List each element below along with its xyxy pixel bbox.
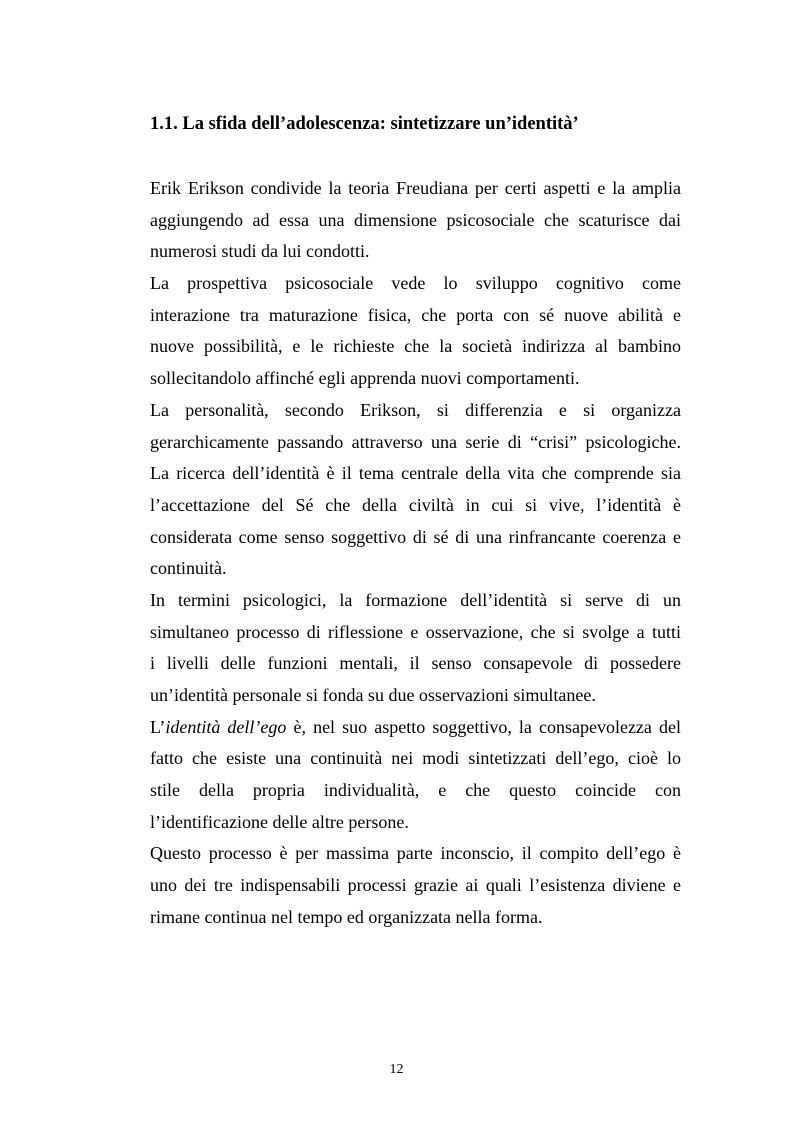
text-line: un’identità personale si fonda su due osservazioni simultanee.: [150, 685, 596, 705]
text-fragment: L’: [150, 716, 166, 737]
italic-term: identità dell’ego: [165, 716, 287, 737]
text-line: numerosi studi da lui condotti.: [150, 241, 370, 262]
text-line: l’accettazione del Sé che della civiltà in cui si vive, l’identità è: [150, 494, 681, 515]
text-line: continuità.: [150, 558, 227, 579]
text-line: gerarchicamente passando attraverso una serie di “crisi” psicologiche.: [150, 431, 681, 452]
text-fragment: è, nel suo aspetto soggettivo, la consapevolezza del: [286, 716, 681, 737]
text-line: stile della propria individualità, e che questo coincide con: [150, 780, 681, 801]
text-line: sollecitandolo affinché egli apprenda nuovi comportamenti.: [150, 368, 580, 389]
text-line: In termini psicologici, la formazione dell’identità si serve di un: [150, 589, 681, 610]
text-line: nuove possibilità, e le richieste che la società indirizza al bambino: [150, 336, 681, 357]
text-line: uno dei tre indispensabili processi grazie ai quali l’esistenza diviene e: [150, 875, 681, 896]
text-line: La ricerca dell’identità è il tema centrale della vita che comprende sia: [150, 463, 681, 484]
text-line: La prospettiva psicosociale vede lo sviluppo cognitivo come: [150, 273, 681, 294]
text-line: l’identificazione delle altre persone.: [150, 811, 409, 832]
text-line: fatto che esiste una continuità nei modi sintetizzati dell’ego, cioè lo: [150, 748, 681, 769]
text-line: La personalità, secondo Erikson, si differenzia e si organizza: [150, 399, 681, 420]
text-line: simultaneo processo di riflessione e osservazione, che si svolge a tutti: [150, 621, 681, 642]
section-heading: 1.1. La sfida dell’adolescenza: sintetizzare un’identità’: [150, 114, 579, 134]
text-line: Erik Erikson condivide la teoria Freudiana per certi aspetti e la amplia: [150, 178, 681, 198]
page-number: 12: [389, 1062, 404, 1077]
body-text: [150, 173, 681, 934]
text-line-mixed: [150, 712, 681, 744]
text-line: considerata come senso soggettivo di sé di una rinfrancante coerenza e: [150, 526, 681, 547]
text-line: i livelli delle funzioni mentali, il senso consapevole di possedere: [150, 653, 681, 674]
text-line: interazione tra maturazione fisica, che porta con sé nuove abilità e: [150, 304, 681, 325]
text-line: rimane continua nel tempo ed organizzata nella forma.: [150, 906, 543, 927]
text-line: aggiungendo ad essa una dimensione psicosociale che scaturisce dai: [150, 209, 681, 230]
text-line: Questo processo è per massima parte inconscio, il compito dell’ego è: [150, 843, 681, 864]
